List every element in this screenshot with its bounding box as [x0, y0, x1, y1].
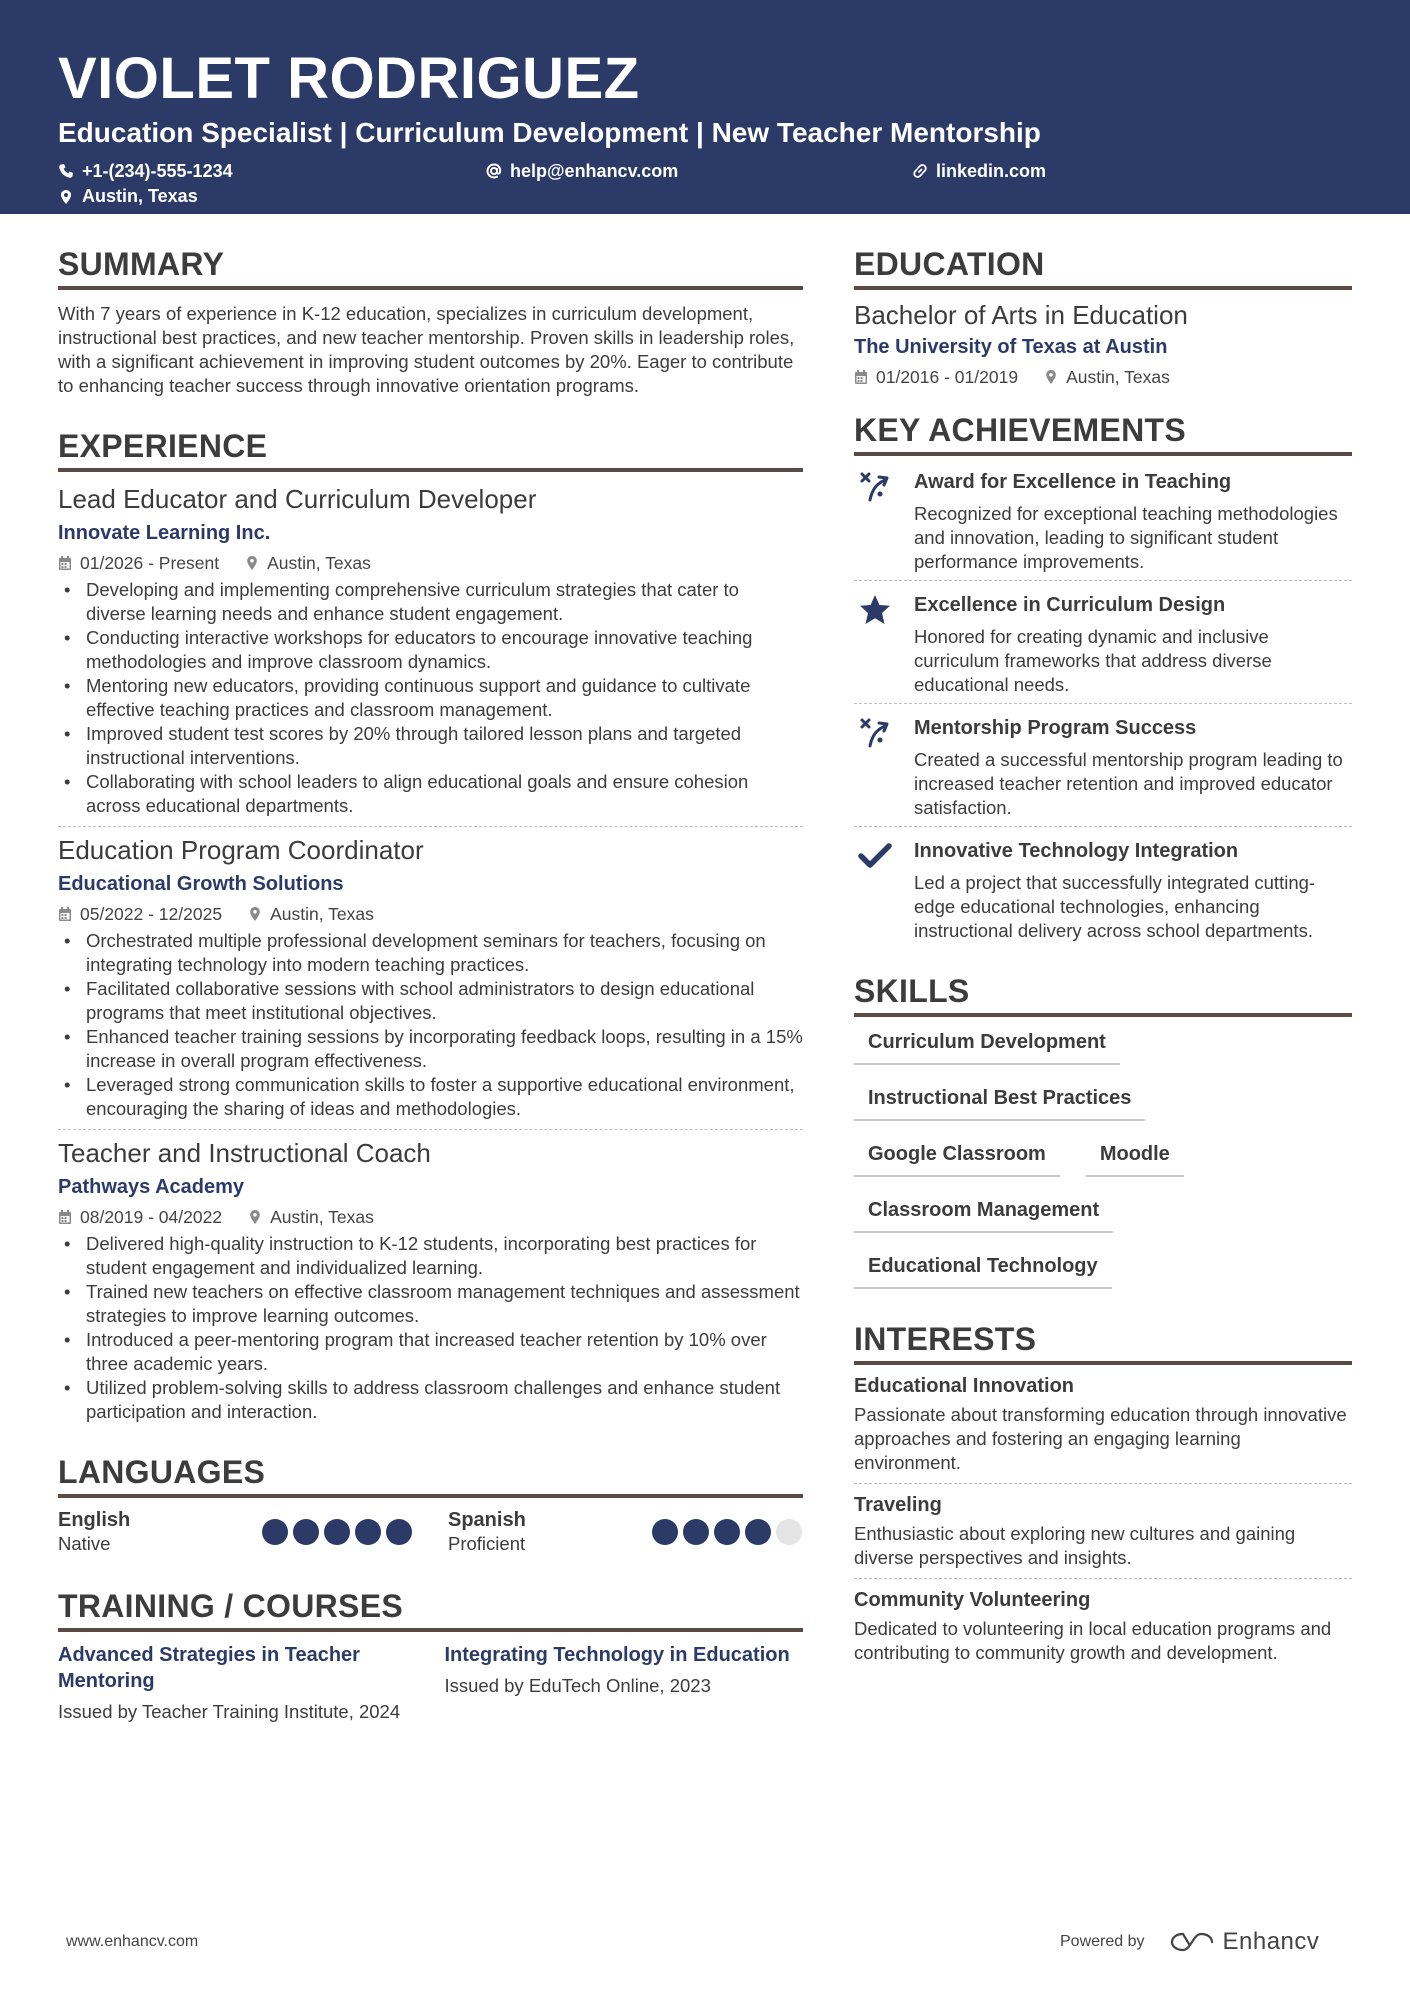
footer-website[interactable]: www.enhancv.com	[66, 1933, 199, 1950]
language-name: English	[58, 1509, 131, 1531]
experience-list	[58, 476, 803, 1432]
job-dates: 01/2026 - Present	[80, 553, 220, 573]
skills-heading: SKILLS	[854, 971, 1352, 1017]
job-dates-item	[58, 552, 219, 574]
job-bullets	[58, 578, 803, 818]
education-dates: 01/2016 - 01/2019	[876, 367, 1019, 387]
experience-heading: EXPERIENCE	[58, 426, 803, 472]
company-name: Educational Growth Solutions	[58, 873, 344, 895]
enhancv-logo-icon	[1169, 1930, 1215, 1954]
skill-tag: Educational Technology	[854, 1253, 1112, 1289]
calendar-icon	[58, 1209, 72, 1225]
language-level: Native	[58, 1533, 111, 1554]
interest-desc: Enthusiastic about exploring new cultures and gaining diverse perspectives and insights.	[854, 1523, 1296, 1568]
job-bullet: • Enhanced teacher training sessions by incorporating feedback loops, resulting in a 15% increase in overall program effectiveness.	[58, 1025, 803, 1073]
job-item	[58, 1130, 803, 1432]
interests-heading: INTERESTS	[854, 1319, 1352, 1365]
job-bullet: • Developing and implementing comprehensive curriculum strategies that cater to diverse learning needs and enhance student engagement.	[58, 578, 803, 626]
job-meta	[58, 903, 803, 925]
education-heading: EDUCATION	[854, 244, 1352, 290]
skills-list	[854, 1029, 1352, 1289]
language-item	[448, 1508, 802, 1556]
language-rating	[652, 1519, 802, 1545]
job-item	[58, 827, 803, 1130]
job-dates-item	[58, 1206, 222, 1228]
location-pin-icon	[245, 555, 259, 571]
candidate-title: Education Specialist | Curriculum Development | New Teacher Mentorship	[58, 117, 1041, 148]
skill-tag: Moodle	[1086, 1141, 1184, 1177]
calendar-icon	[58, 906, 72, 922]
education-location: Austin, Texas	[1066, 367, 1170, 387]
job-bullet: • Introduced a peer-mentoring program that increased teacher retention by 10% over three academic years.	[58, 1328, 803, 1376]
job-location: Austin, Texas	[267, 553, 371, 573]
training-issuer: Issued by EduTech Online, 2023	[444, 1675, 711, 1696]
achievement-item	[854, 458, 1352, 581]
language-rating	[262, 1519, 412, 1545]
rating-dot	[683, 1519, 709, 1545]
job-bullet: • Conducting interactive workshops for educators to encourage innovative teaching methodologies and improve classroom dynamics.	[58, 626, 803, 674]
linkedin-item	[912, 160, 1046, 182]
checkmark-icon	[858, 839, 892, 873]
education-school: The University of Texas at Austin	[854, 336, 1168, 358]
right-column	[854, 244, 1352, 1673]
job-location-item	[248, 1206, 374, 1228]
training-title: Integrating Technology in Education	[444, 1644, 790, 1666]
achievements-list	[854, 458, 1352, 949]
job-dates: 08/2019 - 04/2022	[80, 1207, 223, 1227]
language-name: Spanish	[448, 1509, 526, 1531]
skill-tag: Curriculum Development	[854, 1029, 1120, 1065]
interest-desc: Dedicated to volunteering in local education programs and contributing to community growth and development.	[854, 1618, 1332, 1663]
training-list	[58, 1642, 803, 1724]
achievement-item	[854, 704, 1352, 827]
interest-title: Community Volunteering	[854, 1589, 1091, 1611]
calendar-icon	[58, 555, 72, 571]
job-dates-item	[58, 903, 222, 925]
location-pin-icon	[248, 906, 262, 922]
rating-dot	[293, 1519, 319, 1545]
contact-row	[58, 160, 1352, 182]
link-icon	[912, 163, 928, 179]
location-item	[58, 186, 1352, 207]
phone-icon	[58, 163, 74, 179]
interest-title: Traveling	[854, 1494, 942, 1516]
enhancv-logo[interactable]	[1169, 1928, 1320, 1956]
achievement-desc: Created a successful mentorship program leading to increased teacher retention and improved educator satisfaction.	[914, 749, 1343, 818]
company-name: Innovate Learning Inc.	[58, 522, 271, 544]
summary-text: With 7 years of experience in K-12 education, specializes in curriculum development, instructional best practices, and new teacher mentorship. Proven skills in leadership roles, with a significant achievement in improving student outcomes by 20%. Eager to contribute to enhancing teacher success through innovative orientation programs.	[58, 303, 795, 396]
education-location-item	[1044, 366, 1170, 388]
job-dates: 05/2022 - 12/2025	[80, 904, 223, 924]
email-item	[486, 160, 912, 182]
training-item	[445, 1642, 804, 1724]
resume-header	[0, 0, 1410, 214]
education-meta	[854, 366, 1352, 388]
achievement-desc: Led a project that successfully integrated cutting-edge educational technologies, enhancing instructional delivery across school departments.	[914, 872, 1316, 941]
location-pin-icon	[58, 189, 74, 205]
job-meta	[58, 1206, 803, 1228]
achievement-desc: Honored for creating dynamic and inclusive curriculum frameworks that address diverse educational needs.	[914, 626, 1272, 695]
job-bullet: • Improved student test scores by 20% through tailored lesson plans and targeted instructional interventions.	[58, 722, 803, 770]
education-degree: Bachelor of Arts in Education	[854, 300, 1188, 330]
job-bullet: • Trained new teachers on effective classroom management techniques and assessment strategies to improve learning outcomes.	[58, 1280, 803, 1328]
job-bullet: • Facilitated collaborative sessions with school administrators to design educational programs that meet institutional objectives.	[58, 977, 803, 1025]
left-column	[58, 244, 803, 1724]
achievement-title: Innovative Technology Integration	[914, 840, 1239, 862]
job-location-item	[248, 903, 374, 925]
calendar-icon	[854, 369, 868, 385]
phone-text[interactable]: +1-(234)-555-1234	[82, 161, 233, 181]
rating-dot	[745, 1519, 771, 1545]
rating-dot	[776, 1519, 802, 1545]
linkedin-text[interactable]: linkedin.com	[936, 161, 1047, 181]
interests-list	[854, 1365, 1352, 1673]
company-name: Pathways Academy	[58, 1176, 245, 1198]
summary-heading: SUMMARY	[58, 244, 803, 290]
job-bullets	[58, 929, 803, 1121]
job-bullet: • Orchestrated multiple professional development seminars for teachers, focusing on integrating technology into modern teaching practices.	[58, 929, 803, 977]
job-title: Lead Educator and Curriculum Developer	[58, 484, 537, 514]
achievement-desc: Recognized for exceptional teaching methodologies and innovation, leading to significant student performance improvements.	[914, 503, 1338, 572]
strategy-icon	[858, 716, 892, 750]
job-bullets	[58, 1232, 803, 1424]
interest-item	[854, 1365, 1352, 1484]
education-dates-item	[854, 366, 1018, 388]
job-bullet: • Leveraged strong communication skills to foster a supportive educational environment, encouraging the sharing of ideas and methodologies.	[58, 1073, 803, 1121]
star-icon	[858, 593, 892, 627]
candidate-name: VIOLET RODRIGUEZ	[58, 46, 640, 111]
interest-desc: Passionate about transforming education through innovative approaches and fostering an engaging learning environment.	[854, 1404, 1347, 1473]
job-bullet: • Delivered high-quality instruction to K-12 students, incorporating best practices for student engagement and individualized learning.	[58, 1232, 803, 1280]
interest-item	[854, 1579, 1352, 1673]
job-bullet: • Mentoring new educators, providing continuous support and guidance to cultivate effective teaching practices and classroom management.	[58, 674, 803, 722]
achievement-title: Mentorship Program Success	[914, 717, 1197, 739]
language-level: Proficient	[448, 1533, 526, 1554]
training-item	[58, 1642, 417, 1724]
interest-item	[854, 1484, 1352, 1579]
skill-tag: Google Classroom	[854, 1141, 1060, 1177]
skill-tag: Instructional Best Practices	[854, 1085, 1145, 1121]
languages-heading: LANGUAGES	[58, 1452, 803, 1498]
job-title: Teacher and Instructional Coach	[58, 1138, 431, 1168]
location-pin-icon	[248, 1209, 262, 1225]
achievement-title: Award for Excellence in Teaching	[914, 471, 1232, 493]
rating-dot	[652, 1519, 678, 1545]
brand-name: Enhancv	[1222, 1928, 1320, 1955]
powered-by-label: Powered by	[1060, 1933, 1145, 1950]
job-bullet: • Utilized problem-solving skills to address classroom challenges and enhance student participation and interaction.	[58, 1376, 803, 1424]
achievement-item	[854, 827, 1352, 949]
job-location: Austin, Texas	[270, 1207, 374, 1227]
rating-dot	[262, 1519, 288, 1545]
job-location: Austin, Texas	[270, 904, 374, 924]
training-issuer: Issued by Teacher Training Institute, 2024	[58, 1701, 401, 1722]
achievement-title: Excellence in Curriculum Design	[914, 594, 1226, 616]
location-pin-icon	[1044, 369, 1058, 385]
skill-tag: Classroom Management	[854, 1197, 1113, 1233]
phone-item	[58, 160, 486, 182]
job-location-item	[245, 552, 371, 574]
training-heading: TRAINING / COURSES	[58, 1586, 803, 1632]
training-title: Advanced Strategies in Teacher Mentoring	[58, 1644, 360, 1692]
job-bullet: • Collaborating with school leaders to align educational goals and ensure cohesion across educational departments.	[58, 770, 803, 818]
job-title: Education Program Coordinator	[58, 835, 424, 865]
achievements-heading: KEY ACHIEVEMENTS	[854, 410, 1352, 456]
rating-dot	[386, 1519, 412, 1545]
rating-dot	[355, 1519, 381, 1545]
job-meta	[58, 552, 803, 574]
email-text[interactable]: help@enhancv.com	[510, 161, 679, 181]
rating-dot	[324, 1519, 350, 1545]
language-item	[58, 1508, 412, 1556]
location-text: Austin, Texas	[82, 186, 198, 206]
footer-powered-by	[1060, 1928, 1319, 1956]
strategy-icon	[858, 470, 892, 504]
languages-list	[58, 1508, 803, 1556]
interest-title: Educational Innovation	[854, 1375, 1075, 1397]
rating-dot	[714, 1519, 740, 1545]
job-item	[58, 476, 803, 827]
at-icon	[486, 163, 502, 179]
achievement-item	[854, 581, 1352, 704]
